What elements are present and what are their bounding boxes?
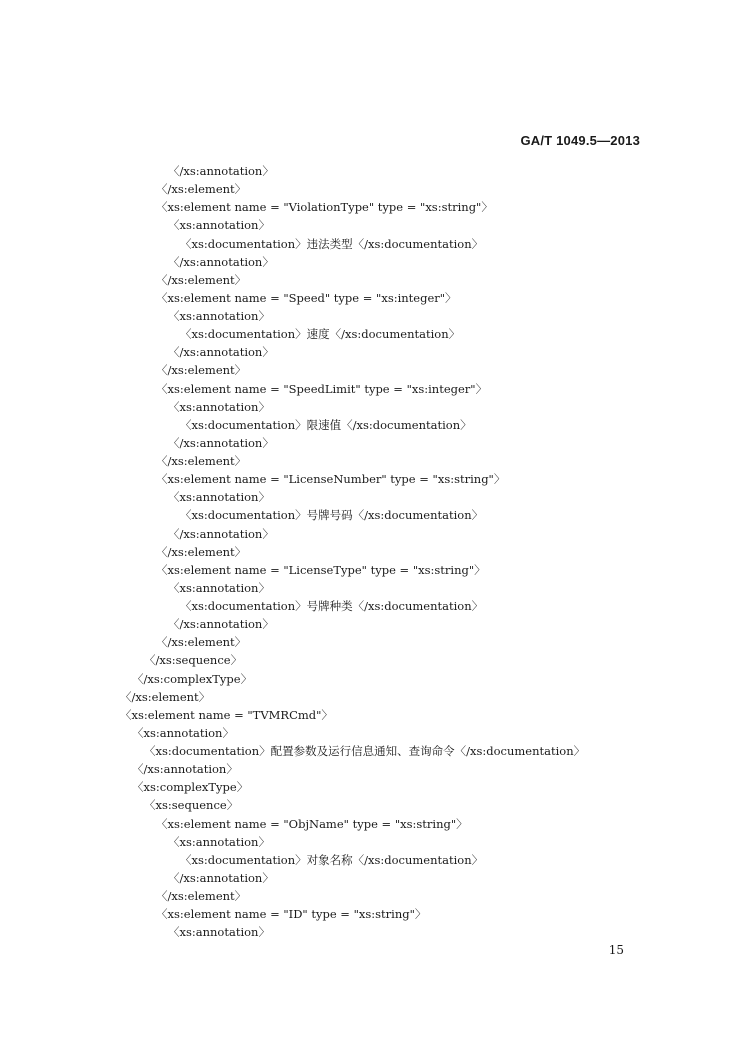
code-line: 〈/xs:annotation〉 bbox=[168, 617, 274, 632]
code-line: 〈xs:annotation〉 bbox=[132, 725, 234, 740]
code-line: 〈xs:element name = "SpeedLimit" type = "xs:integer"〉 bbox=[156, 381, 488, 396]
code-line: 〈/xs:element〉 bbox=[156, 544, 247, 559]
code-line: 〈xs:element name = "ObjName" type = "xs:string"〉 bbox=[156, 816, 468, 831]
code-line: 〈xs:documentation〉对象名称〈/xs:documentation〉 bbox=[180, 852, 484, 867]
code-line: 〈xs:annotation〉 bbox=[168, 399, 270, 414]
code-line: 〈/xs:element〉 bbox=[156, 182, 247, 197]
code-line: 〈/xs:complexType〉 bbox=[132, 671, 253, 686]
code-line: 〈xs:documentation〉号牌种类〈/xs:documentation〉 bbox=[180, 599, 484, 613]
code-line: 〈xs:annotation〉 bbox=[168, 309, 270, 323]
code-line: 〈/xs:sequence〉 bbox=[144, 653, 243, 668]
code-line: 〈/xs:element〉 bbox=[156, 363, 247, 378]
code-line: 〈/xs:element〉 bbox=[156, 635, 247, 650]
code-line: 〈xs:element name = "Speed" type = "xs:integer"〉 bbox=[156, 290, 457, 305]
code-line: 〈/xs:annotation〉 bbox=[168, 526, 274, 541]
code-line: 〈/xs:annotation〉 bbox=[168, 164, 274, 178]
code-line: 〈/xs:annotation〉 bbox=[132, 762, 238, 777]
code-line: 〈/xs:element〉 bbox=[156, 454, 247, 468]
code-line: 〈xs:element name = "ID" type = "xs:string"〉 bbox=[156, 907, 427, 922]
code-line: 〈/xs:element〉 bbox=[156, 272, 247, 287]
code-line: 〈xs:element name = "LicenseNumber" type = "xs:string"〉 bbox=[156, 472, 506, 487]
code-line: 〈xs:element name = "TVMRCmd"〉 bbox=[120, 707, 333, 722]
code-line: 〈/xs:annotation〉 bbox=[168, 254, 274, 269]
code-line: 〈/xs:element〉 bbox=[156, 889, 247, 903]
code-line: 〈xs:documentation〉违法类型〈/xs:documentation〉 bbox=[180, 236, 484, 251]
code-line: 〈xs:annotation〉 bbox=[168, 925, 270, 940]
code-line: 〈xs:element name = "ViolationType" type = "xs:string"〉 bbox=[156, 200, 493, 215]
code-line: 〈xs:documentation〉限速值〈/xs:documentation〉 bbox=[180, 417, 472, 432]
code-line: 〈xs:documentation〉配置参数及运行信息通知、查询命令〈/xs:documentation〉 bbox=[144, 744, 586, 758]
code-line: 〈xs:annotation〉 bbox=[168, 218, 270, 233]
code-line: 〈xs:annotation〉 bbox=[168, 580, 270, 595]
code-line: 〈xs:documentation〉速度〈/xs:documentation〉 bbox=[180, 327, 461, 342]
code-line: 〈/xs:annotation〉 bbox=[168, 870, 274, 885]
page-number: 15 bbox=[608, 943, 624, 957]
code-line: 〈xs:documentation〉号牌号码〈/xs:documentation〉 bbox=[180, 508, 484, 523]
code-line: 〈xs:annotation〉 bbox=[168, 490, 270, 505]
code-line: 〈xs:annotation〉 bbox=[168, 834, 270, 849]
xml-schema-code-block bbox=[120, 162, 680, 941]
code-line: 〈xs:complexType〉 bbox=[132, 780, 249, 795]
standard-code-header: GA/T 1049.5—2013 bbox=[520, 133, 640, 148]
code-line: 〈xs:element name = "LicenseType" type = "xs:string"〉 bbox=[156, 562, 486, 577]
code-line: 〈xs:sequence〉 bbox=[144, 798, 239, 813]
code-line: 〈/xs:annotation〉 bbox=[168, 345, 274, 360]
code-line: 〈/xs:annotation〉 bbox=[168, 435, 274, 450]
code-line: 〈/xs:element〉 bbox=[120, 689, 211, 704]
